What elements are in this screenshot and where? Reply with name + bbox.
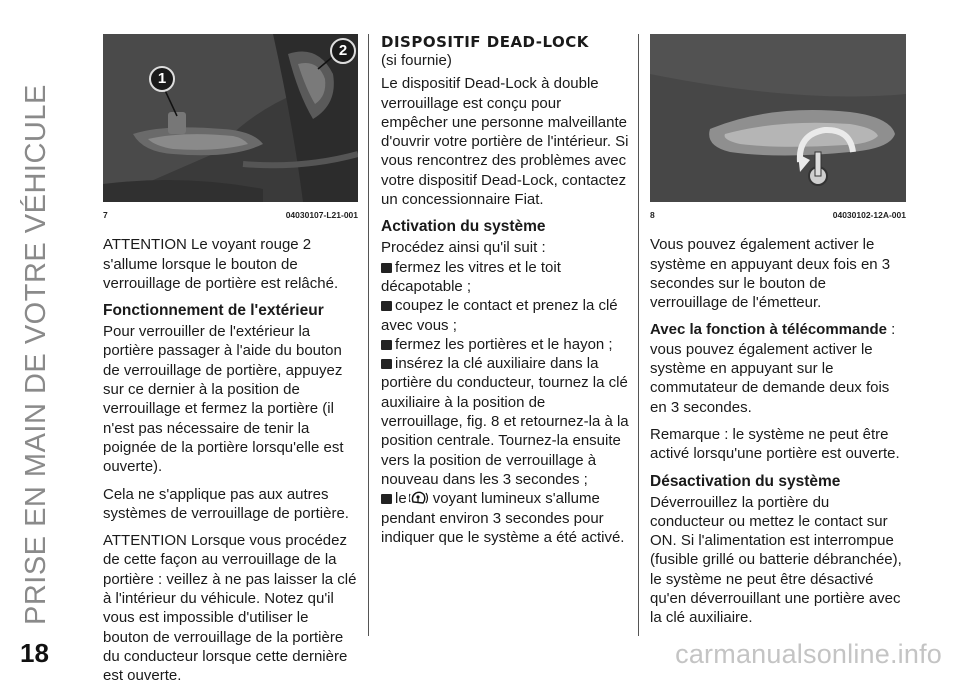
activation-intro: Procédez ainsi qu'il suit : xyxy=(381,239,546,257)
figure-8 xyxy=(650,34,906,202)
paragraph-dead-lock: Le dispositif Dead-Lock à double verrouillage est conçu pour empêcher une personne malveillante d'ouvrir votre portière de l'intérieur. Si vous rencontrez des problèmes avec votre dispositif Dead-Lock, contactez un concessionnaire Fiat. xyxy=(381,75,629,209)
column-divider-2 xyxy=(638,34,639,636)
figure-number: 7 xyxy=(103,210,108,220)
paragraph-other-systems: Cela ne s'applique pas aux autres systèmes de verrouillage de portière. xyxy=(103,485,349,522)
figure-code: 04030107-L21-001 xyxy=(285,210,358,220)
figure-7 xyxy=(103,34,358,202)
callout-1: 1 xyxy=(149,66,175,92)
heading-dead-lock: DISPOSITIF DEAD-LOCK xyxy=(381,33,589,51)
list-item xyxy=(381,296,631,335)
bullet-square-icon xyxy=(381,263,392,273)
bullet-square-icon xyxy=(381,359,392,369)
callout-2: 2 xyxy=(330,38,356,64)
step-text: fermez les vitres et le toit décapotable ; xyxy=(381,258,561,295)
paragraph-deactivation: Déverrouillez la portière du conducteur ou mettez le contact sur ON. Si l'alimentation est interrompue (fusible grillé ou batterie débranchée), le système ne peut être désactivé qu'en déverrouillant une portière avec la clé auxiliaire. xyxy=(650,493,902,627)
heading-activation: Activation du système xyxy=(381,218,546,236)
figure-code: 04030102-12A-001 xyxy=(832,210,906,220)
step-text: voyant lumineux s'allume pendant environ 3 secondes pour indiquer que le système a été activé. xyxy=(381,490,625,546)
subheading-optional: (si fournie) xyxy=(381,52,452,69)
step-text: coupez le contact et prenez la clé avec vous ; xyxy=(381,297,618,334)
attention-note-2: ATTENTION Lorsque vous procédez de cette façon au verrouillage de la portière : veillez à ne pas laisser la clé à l'intérieur du véhicule. Notez qu'il vous est impossible d'utiliser le bouton de verrouillage de la portière du conducteur lorsque cette dernière est ouverte. xyxy=(103,532,357,685)
watermark: carmanualsonline.info xyxy=(675,639,942,669)
activation-step-list xyxy=(381,258,631,547)
paragraph-remote xyxy=(650,320,906,416)
column-3 xyxy=(650,34,906,636)
bullet-square-icon xyxy=(381,340,392,350)
key-warning-light-icon xyxy=(409,490,431,506)
attention-note-1: ATTENTION Le voyant rouge 2 s'allume lorsque le bouton de verrouillage de portière est relâché. xyxy=(103,236,339,292)
column-divider-1 xyxy=(368,34,369,636)
step-text: insérez la clé auxiliaire dans la portière du conducteur, tournez la clé auxiliaire à la position de verrouillage, fig. 8 et retournez-la à la position centrale. Tournez-la ensuite vers la position de verrouillage à nouveau dans les 3 secondes ; xyxy=(381,355,629,488)
bullet-square-icon xyxy=(381,301,392,311)
step-prefix: le xyxy=(395,490,407,508)
heading-exterior: Fonctionnement de l'extérieur xyxy=(103,302,324,320)
list-item xyxy=(381,258,631,297)
column-1 xyxy=(103,34,358,694)
list-item xyxy=(381,489,631,547)
door-lock-illustration xyxy=(103,34,358,202)
figure-8-caption xyxy=(650,206,906,225)
list-item xyxy=(381,335,631,354)
remark-note: Remarque : le système ne peut être activé lorsqu'une portière est ouverte. xyxy=(650,425,900,463)
bullet-square-icon xyxy=(381,494,392,504)
paragraph-transmitter: Vous pouvez également activer le système en appuyant deux fois en 3 secondes sur le bouton de verrouillage de l'émetteur. xyxy=(650,236,891,312)
remote-text: vous pouvez également activer le système en appuyant sur le commutateur de demande deux fois en 3 secondes. xyxy=(650,340,890,416)
section-title: PRISE EN MAIN DE VOTRE VÉHICULE xyxy=(20,84,52,625)
heading-deactivation: Désactivation du système xyxy=(650,472,841,490)
column-2 xyxy=(381,34,631,547)
figure-7-caption xyxy=(103,206,358,225)
page-number: 18 xyxy=(20,638,49,668)
list-item xyxy=(381,354,631,489)
step-text: fermez les portières et le hayon ; xyxy=(395,335,613,353)
paragraph-exterior: Pour verrouiller de l'extérieur la portière passager à l'aide du bouton de verrouillage de portière, appuyez sur ce dernier à la position de verrouillage et fermez la portière (il n'est pas nécessaire de tenir la poignée de la portière lorsqu'elle est ouverte). xyxy=(103,323,344,476)
figure-number: 8 xyxy=(650,210,655,220)
door-handle-key-illustration xyxy=(650,34,906,202)
remote-colon: : xyxy=(887,321,896,339)
remote-heading: Avec la fonction à télécommande xyxy=(650,321,888,339)
